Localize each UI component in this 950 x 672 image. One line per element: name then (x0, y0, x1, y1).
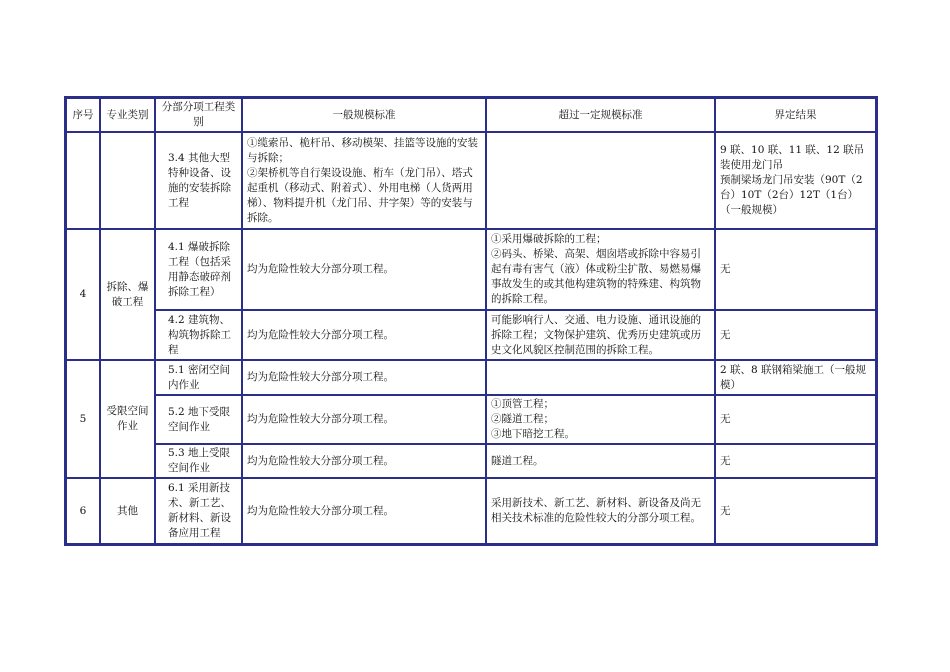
cell-result (715, 132, 876, 229)
cell-over-standard (486, 229, 715, 310)
header-over-standard: 超过一定规模标准 (486, 98, 715, 132)
cell-subcategory: 4.2 建筑物、构筑物拆除工程 (155, 310, 242, 360)
table-row (66, 229, 876, 310)
result-line: 9 联、10 联、11 联、12 联吊装使用龙门吊 (720, 144, 865, 171)
header-subcategory: 分部分项工程类别 (155, 98, 242, 132)
over-line: ②码头、桥梁、高架、烟囱塔或拆除中容易引起有毒有害气（液）体或粉尘扩散、易燃易爆事故发生的或其他构建筑物的特殊建、构筑物的拆除工程。 (491, 248, 701, 305)
cell-general-standard: 均为危险性较大分部分项工程。 (242, 395, 486, 444)
cell-over-standard (486, 395, 715, 444)
cell-result: 无 (715, 395, 876, 444)
header-category: 专业类别 (100, 98, 155, 132)
cell-subcategory: 5.2 地下受限空间作业 (155, 395, 242, 444)
cell-over-standard: 隧道工程。 (486, 444, 715, 478)
header-seq: 序号 (66, 98, 100, 132)
cell-general-standard: 均为危险性较大分部分项工程。 (242, 229, 486, 310)
cell-over-standard (486, 360, 715, 395)
cell-category: 其他 (100, 478, 155, 544)
cell-result: 无 (715, 444, 876, 478)
table-row (66, 444, 876, 478)
cell-subcategory: 5.1 密闭空间内作业 (155, 360, 242, 395)
result-line: 预制梁场龙门吊安装（90T（2台）10T（2台）12T（1台）（一般规模） (720, 174, 863, 216)
cell-subcategory: 3.4 其他大型特种设备、设施的安装拆除工程 (155, 132, 242, 229)
cell-result: 无 (715, 478, 876, 544)
general-line: ②架桥机等自行架设设施、桁车（龙门吊）、塔式起重机（移动式、附着式）、外用电梯（人货两用梯）、物料提升机（龙门吊、井字架）等的安装与拆除。 (247, 166, 473, 224)
cell-over-standard: 可能影响行人、交通、电力设施、通讯设施的拆除工程；文物保护建筑、优秀历史建筑或历史文化风貌区控制范围的拆除工程。 (486, 310, 715, 360)
cell-general-standard: 均为危险性较大分部分项工程。 (242, 360, 486, 395)
cell-over-standard (486, 132, 715, 229)
table-row (66, 478, 876, 544)
over-line: ③地下暗挖工程。 (491, 428, 575, 440)
cell-subcategory: 4.1 爆破拆除工程（包括采用静态破碎剂拆除工程） (155, 229, 242, 310)
cell-seq: 6 (66, 478, 100, 544)
cell-seq (66, 132, 100, 229)
header-row (66, 98, 876, 132)
cell-category: 拆除、爆破工程 (100, 229, 155, 360)
cell-over-standard: 采用新技术、新工艺、新材料、新设备及尚无相关技术标准的危险性较大的分部分项工程。 (486, 478, 715, 544)
cell-result: 无 (715, 310, 876, 360)
cell-subcategory: 5.3 地上受限空间作业 (155, 444, 242, 478)
cell-subcategory: 6.1 采用新技术、新工艺、新材料、新设备应用工程 (155, 478, 242, 544)
table-row (66, 395, 876, 444)
general-line: ①缆索吊、桅杆吊、移动模架、挂篮等设施的安装与拆除； (247, 136, 478, 164)
table-row (66, 360, 876, 395)
cell-result: 无 (715, 229, 876, 310)
cell-general-standard: 均为危险性较大分部分项工程。 (242, 444, 486, 478)
cell-general-standard: 均为危险性较大分部分项工程。 (242, 310, 486, 360)
table-body (66, 132, 876, 544)
hazard-classification-table (64, 96, 878, 546)
over-line: ①顶管工程； (491, 398, 554, 410)
cell-category (100, 132, 155, 229)
cell-seq: 4 (66, 229, 100, 360)
table-row (66, 310, 876, 360)
cell-general-standard: 均为危险性较大分部分项工程。 (242, 478, 486, 544)
over-line: ①采用爆破拆除的工程； (491, 233, 607, 245)
cell-seq: 5 (66, 360, 100, 478)
cell-category: 受限空间作业 (100, 360, 155, 478)
table-header (66, 98, 876, 132)
over-line: ②隧道工程； (491, 413, 554, 425)
cell-result: 2 联、8 联钢箱梁施工（一般规模） (715, 360, 876, 395)
header-result: 界定结果 (715, 98, 876, 132)
header-general-standard: 一般规模标准 (242, 98, 486, 132)
table-row (66, 132, 876, 229)
cell-general-standard (242, 132, 486, 229)
